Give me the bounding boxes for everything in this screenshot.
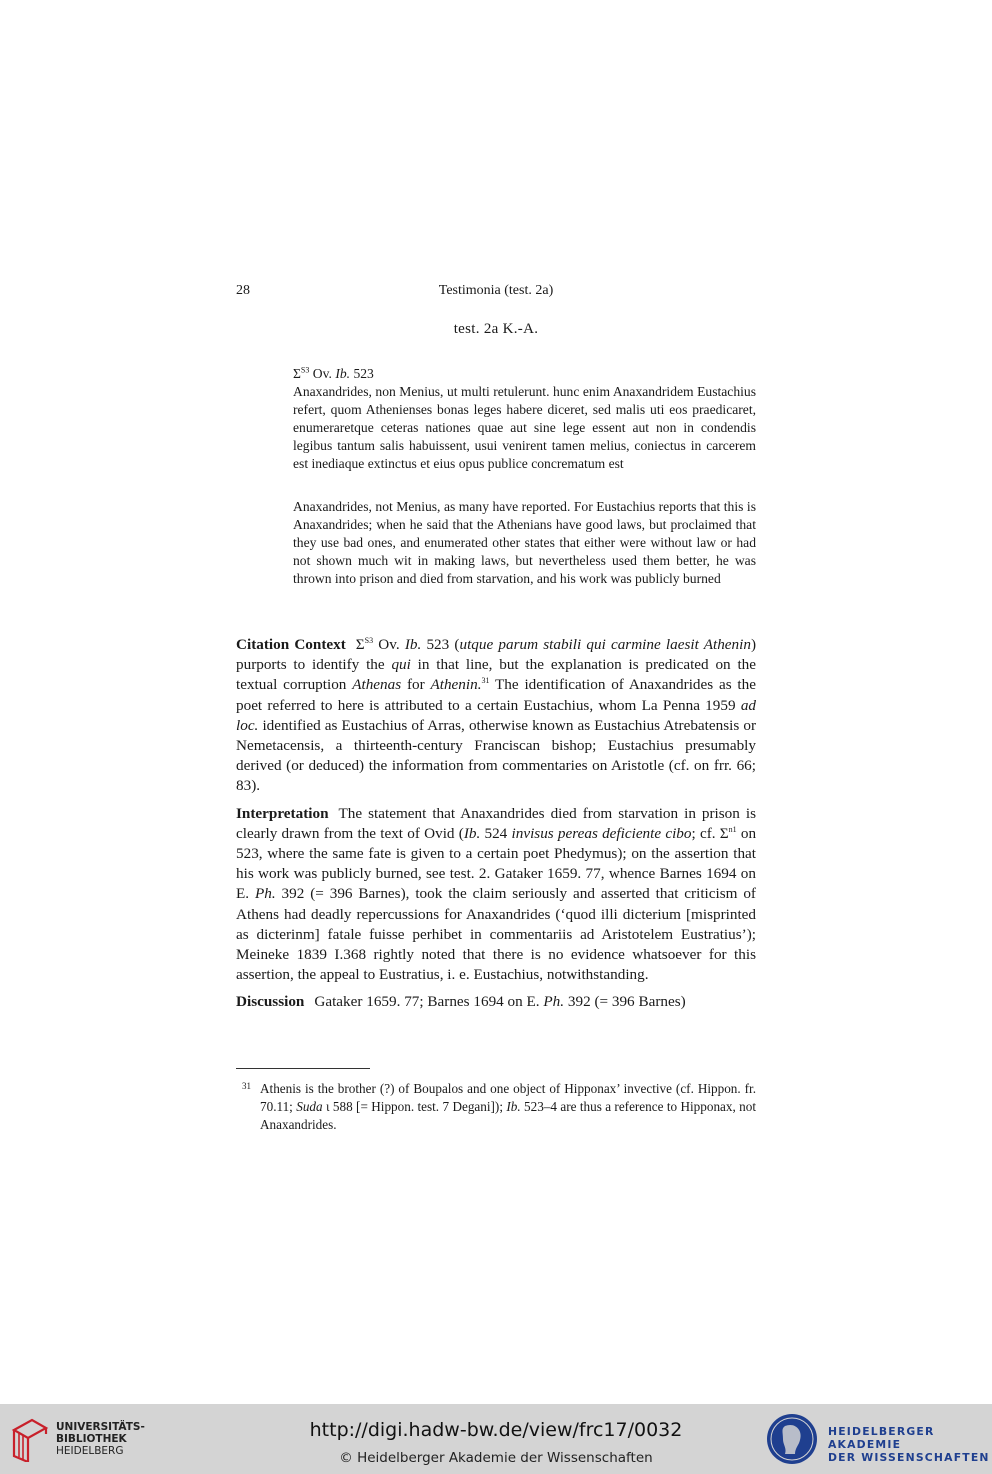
text-run: 524 xyxy=(480,824,512,842)
source-citation xyxy=(293,365,756,383)
text-run: 523–4 are thus a reference to Hipponax, not Anaxandrides. xyxy=(260,1099,757,1132)
cite-work: Ib. xyxy=(335,366,351,381)
cite-line: 523 xyxy=(350,366,374,381)
source-translation: Anaxandrides, not Menius, as many have reported. For Eustachius reports that this is Anaxandrides; when he said that the Athenians have good laws, but proclaimed that they use bad ones, and enumerated other states that either were without law or had not shown much wit in making laws, but nevertheless used them better, he was thrown into prison and died from starvation, and his work was publicly burned xyxy=(293,499,756,586)
superscript: n1 xyxy=(728,824,737,834)
source-latin-block xyxy=(293,365,756,473)
discussion-paragraph xyxy=(236,992,756,1012)
running-title: Testimonia (test. 2a) xyxy=(438,283,554,298)
italic-run: invisus pereas deficiente cibo xyxy=(511,824,692,842)
text-run: Ov. xyxy=(373,636,405,653)
text-run: for xyxy=(401,676,431,694)
text-run: ) purports to identify the xyxy=(236,636,757,674)
text-run: The statement that Anaxandrides died from starvation in prison is clearly drawn from the text of Ovid ( xyxy=(236,804,756,842)
discussion-label: Discussion xyxy=(236,993,305,1011)
italic-run: Ph. xyxy=(254,885,276,903)
italic-run: Athenin. xyxy=(430,676,482,694)
italic-run: Suda xyxy=(296,1099,323,1114)
italic-run: utque parum stabili qui carmine laesit Athenin xyxy=(459,636,751,653)
text-run: ι 588 [= Hippon. test. 7 Degani]); xyxy=(322,1099,507,1114)
footnote-ref: 31 xyxy=(481,676,490,686)
text-run: 392 (= 396 Barnes), took the claim seriously and asserted that criticism of Athens had deadly repercussions for Anaxandrides (‘quod illi dicterium [misprinted as dicterinm] fatale fuisse perhibet in commentariis ad Aristotelem Eustratius’); Meineke 1839 I.368 rightly noted that there is no evidence whatsoever for this assertion, the appeal to Eustratius, i. e. Eustachius, notwithstanding. xyxy=(236,885,756,984)
footnote-text xyxy=(260,1080,756,1134)
cite-text: Ov. xyxy=(309,366,336,381)
ub-line: UNIVERSITÄTS- xyxy=(56,1421,145,1433)
section-title: test. 2a K.-A. xyxy=(453,321,539,337)
interpretation-paragraph xyxy=(236,804,756,986)
sigma-symbol: Σ xyxy=(293,366,301,381)
superscript: S3 xyxy=(364,635,374,645)
citation-context-label: Citation Context xyxy=(236,636,346,653)
footnote-number: 31 xyxy=(242,1081,251,1091)
italic-run: Athenas xyxy=(352,676,402,694)
viewer-footer-bar xyxy=(0,1404,992,1474)
academy-line: DER WISSENSCHAFTEN xyxy=(828,1451,990,1464)
footnote-31 xyxy=(236,1080,756,1134)
academy-line: HEIDELBERGER AKADEMIE xyxy=(828,1425,935,1451)
text-run: Σ xyxy=(355,636,365,653)
text-run: on 523, where the same fate is given to a certain poet Phedymus); on the assertion that his work was publicly burned, see test. 2. Gataker 1659. 77, whence Barnes 1694 on E. xyxy=(236,824,757,903)
latin-text: Anaxandrides, non Menius, ut multi retulerunt. hunc enim Anaxandridem Eustachius refert, quom Athenienses bonas leges habere diceret, sed malis uti eos praedicaret, enumeraretque ceteras nationes quae aut sine lege essent aut non in condendis legibus tantum salis habuissent, usui venirent tamen melius, coniectus in carcerem est inediaque extinctus et eius opus publice concrematum est xyxy=(293,384,756,471)
text-run: The identification of Anaxandrides as the poet referred to here is attributed to a certain Eustachius, whom La Penna 1959 xyxy=(236,676,756,714)
italic-run: Ph. xyxy=(543,993,565,1011)
page-header xyxy=(236,283,756,303)
text-run: identified as Eustachius of Arras, otherwise known as Eustachius Atrebatensis or Nemetacensis, a thirteenth-century Franciscan bishop; Eustachius presumably derived (or deduced) the information from commentaries on Aristotle (cf. on frr. 66; 83). xyxy=(236,716,756,795)
italic-run: Ib. xyxy=(506,1099,521,1114)
text-run: Gataker 1659. 77; Barnes 1694 on E. xyxy=(314,993,544,1011)
commentary xyxy=(236,635,756,1020)
sigma-superscript: S3 xyxy=(300,365,310,375)
academy-name xyxy=(828,1425,992,1464)
citation-context-paragraph xyxy=(236,635,756,797)
document-url-link[interactable]: http://digi.hadw-bw.de/view/frc17/0032 xyxy=(309,1419,683,1441)
italic-run: Ib. xyxy=(463,824,481,842)
text-run: ; cf. Σ xyxy=(691,824,729,842)
text-run: Athenis is the brother (?) of Boupalos and one object of Hipponax’ invective (cf. Hippon. fr. 70.11; xyxy=(260,1081,756,1114)
page-number: 28 xyxy=(236,283,250,298)
italic-run: ad loc. xyxy=(236,696,756,734)
ub-line: HEIDELBERG xyxy=(56,1445,124,1457)
text-run: 392 (= 396 Barnes) xyxy=(564,993,686,1011)
text-run: in that line, but the explanation is predicated on the textual corruption xyxy=(236,656,756,694)
italic-run: Ib. xyxy=(404,636,422,653)
copyright-notice: © Heidelberger Akademie der Wissenschaften xyxy=(339,1450,653,1466)
footnote-divider xyxy=(236,1068,370,1069)
interpretation-label: Interpretation xyxy=(236,804,329,822)
text-run: 523 ( xyxy=(421,636,460,653)
academy-seal-icon xyxy=(765,1412,819,1466)
italic-run: qui xyxy=(391,656,411,674)
ub-line: BIBLIOTHEK xyxy=(56,1433,127,1445)
